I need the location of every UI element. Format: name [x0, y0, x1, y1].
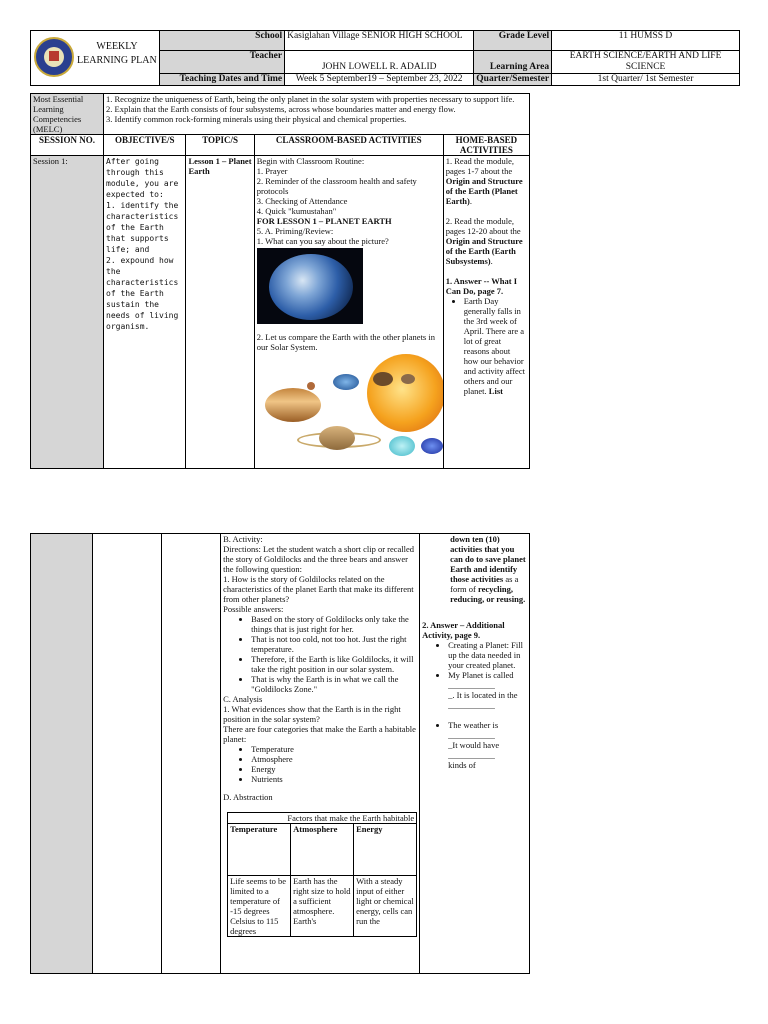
factors-table: [227, 812, 417, 937]
session-cell: Session 1:: [31, 156, 104, 469]
dates-label: Teaching Dates and Time: [160, 74, 285, 86]
home-cell-cont: [420, 534, 530, 974]
deped-seal-icon: [34, 37, 74, 77]
melc-item: 3. Identify common rock-forming minerals using their physical and chemical properties.: [106, 114, 407, 124]
header-table: [30, 30, 740, 86]
topic-cell: [186, 156, 254, 469]
objective-intro: After going through this module, you are expected to:: [106, 157, 179, 199]
quarter-label: Quarter/Semester: [474, 74, 552, 86]
possible-answers-label: Possible answers:: [223, 604, 284, 614]
activity-directions: Directions: Let the student watch a short clip or recalled the story of Goldilocks and the three bears and answer the following question:: [223, 544, 415, 574]
learning-area-label: Learning Area: [474, 51, 552, 74]
category-item: • Energy: [251, 764, 417, 774]
blank-line: ___________: [448, 680, 495, 690]
category-item: • Nutrients: [251, 774, 417, 784]
category-item: • Temperature: [251, 744, 417, 754]
home-cell: [443, 156, 529, 469]
blank-line: ___________: [448, 750, 495, 760]
lesson-title: FOR LESSON 1 – PLANET EARTH: [256, 216, 392, 226]
routine-item: 1. Prayer: [256, 166, 288, 176]
compare-question: 2. Let us compare the Earth with the other planets in our Solar System.: [256, 332, 435, 352]
factor-header: Energy: [354, 824, 417, 876]
objective-cell: [104, 156, 186, 469]
category-item: • Atmosphere: [251, 754, 417, 764]
school-label: School: [160, 31, 285, 51]
col-classroom: CLASSROOM-BASED ACTIVITIES: [254, 135, 443, 156]
factor-header: Atmosphere: [291, 824, 354, 876]
classroom-cell: [254, 156, 443, 469]
analysis-title: C. Analysis: [223, 694, 263, 704]
earth-image: [257, 248, 363, 324]
home-task-2-topic: Origin and Structure of the Earth (Earth Subsystems): [445, 236, 523, 266]
answer-item: • That is why the Earth is in what we call the "Goldilocks Zone.": [251, 674, 417, 694]
list-keyword: List: [488, 386, 503, 396]
grade-value: 11 HUMSS D: [552, 31, 740, 51]
picture-question: 1. What can you say about the picture?: [256, 236, 389, 246]
quarter-value: 1st Quarter/ 1st Semester: [552, 74, 740, 86]
lesson-table-page2: [30, 533, 530, 974]
factor-cell: Life seems to be limited to a temperature of -15 degrees Celsius to 115 degrees: [228, 876, 291, 937]
abstraction-title: D. Abstraction: [223, 792, 273, 802]
blank-line: ___________: [448, 700, 495, 710]
col-session: SESSION NO.: [31, 135, 104, 156]
learning-plan-label: LEARNING PLAN: [77, 55, 157, 66]
factor-header: Temperature: [228, 824, 291, 876]
learning-area-value: EARTH SCIENCE/EARTH AND LIFE SCIENCE: [552, 51, 740, 74]
melc-item: 1. Recognize the uniqueness of Earth, being the only planet in the solar system with properties necessary to support life.: [106, 94, 515, 104]
answer-item: • That is not too cold, not too hot. Just the right temperature.: [251, 634, 417, 654]
routine-item: 3. Checking of Attendance: [256, 196, 348, 206]
objective-cell-cont: [93, 534, 162, 974]
melc-item: 2. Explain that the Earth consists of four subsystems, across whose boundaries matter and energy flow.: [106, 104, 456, 114]
answer-item: • Based on the story of Goldilocks only take the things that is just right for her.: [251, 614, 417, 634]
melc-cell: [104, 94, 530, 135]
session-cell-cont: [31, 534, 93, 974]
home-task-3-continued: down ten (10) activities that you can do to save planet Earth and identify those activities as a form of recycling, reducing, or reusing.: [450, 534, 526, 604]
routine-item: 4. Quick "kumustahan": [256, 206, 337, 216]
header-logo-cell: [31, 31, 160, 86]
grade-label: Grade Level: [474, 31, 552, 51]
teacher-value: JOHN LOWELL R. ADALID: [285, 51, 474, 74]
factor-cell: Earth has the right size to hold a sufficient atmosphere. Earth's: [291, 876, 354, 937]
home-task-3-title: 1. Answer -- What I Can Do, page 7.: [445, 276, 517, 296]
col-objectives: OBJECTIVE/S: [104, 135, 186, 156]
home-task-4-bullet: • The weather is ___________ _It would have ___________ kinds of: [448, 720, 527, 770]
col-home: HOME-BASED ACTIVITIES: [443, 135, 529, 156]
factor-cell: With a steady input of either light or chemical energy, cells can run the: [354, 876, 417, 937]
factors-title: Factors that make the Earth habitable: [228, 813, 417, 824]
objective-item: 1. identify the characteristics of the Earth that supports life; and: [106, 201, 179, 254]
col-topics: TOPIC/S: [186, 135, 254, 156]
school-value: Kasiglahan Village SENIOR HIGH SCHOOL: [285, 31, 474, 51]
home-task-4-bullet: • Creating a Planet: Fill up the data needed in your created planet.: [448, 640, 527, 670]
home-task-4-title: 2. Answer – Additional Activity, page 9.: [422, 620, 505, 640]
lesson-table-page1: [30, 93, 530, 469]
dates-value: Week 5 September19 – September 23, 2022: [285, 74, 474, 86]
analysis-intro: There are four categories that make the Earth a habitable planet:: [223, 724, 416, 744]
topic-cell-cont: [162, 534, 221, 974]
priming-label: 5. A. Priming/Review:: [256, 226, 334, 236]
analysis-question: 1. What evidences show that the Earth is in the right position in the solar system?: [223, 704, 401, 724]
teacher-label: Teacher: [160, 51, 285, 74]
home-task-4-bullet: • My Planet is called ___________ _. It is located in the ___________: [448, 670, 527, 720]
routine-item: 2. Reminder of the classroom health and safety protocols: [256, 176, 417, 196]
activity-question: 1. How is the story of Goldilocks related on the characteristics of the planet Earth that make its different from other planets?: [223, 574, 414, 604]
objective-item: 2. expound how the characteristics of the Earth sustain the needs of living organism.: [106, 256, 179, 331]
home-task-1-topic: Origin and Structure of the Earth (Planet Earth): [445, 176, 523, 206]
home-task-2: 2. Read the module, pages 12-20 about the Origin and Structure of the Earth (Earth Subsystems).: [445, 216, 523, 266]
topic-title: Lesson 1 – Planet Earth: [188, 156, 252, 176]
weekly-label: WEEKLY: [96, 41, 138, 52]
blank-line: ___________: [448, 730, 495, 740]
activity-title: B. Activity:: [223, 534, 263, 544]
melc-label: Most Essential Learning Competencies (MELC): [31, 94, 104, 135]
classroom-cell-cont: [221, 534, 420, 974]
answer-item: • Therefore, if the Earth is like Goldilocks, it will take the right position in our solar system.: [251, 654, 417, 674]
routine-title: Begin with Classroom Routine:: [256, 156, 365, 166]
home-task-3-bullet: • Earth Day generally falls in the 3rd week of April. There are a lot of great reasons about how our behavior and activity affect others and our planet. List: [464, 296, 527, 396]
home-task-1: 1. Read the module, pages 1-7 about the Origin and Structure of the Earth (Planet Earth).: [445, 156, 523, 206]
solar-system-image: [257, 354, 441, 464]
